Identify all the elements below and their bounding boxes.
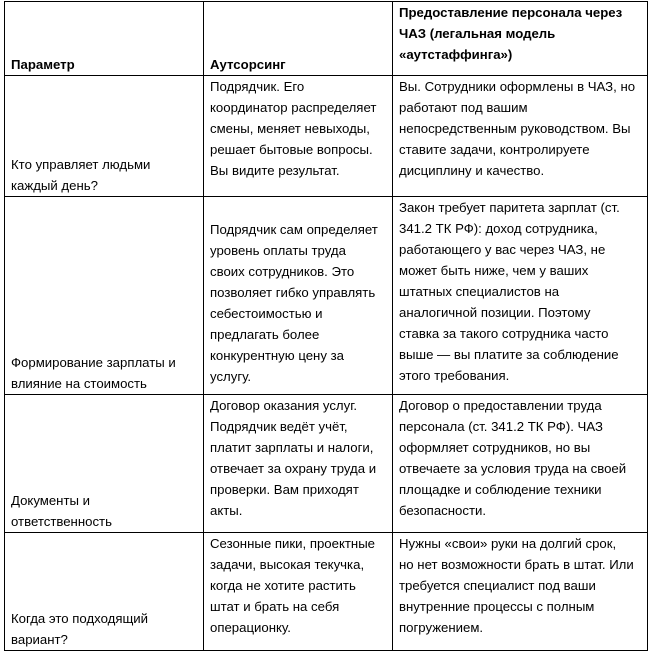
row-staffing: Закон требует паритета зарплат (ст. 341.2 ТК РФ): доход сотрудника, работающего у вас через ЧАЗ, не может быть ниже, чем у ваших штатных специалистов на аналогичной позиции. Поэтому ставка за такого сотрудника часто выше — вы платите за соблюдение этого требования.: [393, 197, 648, 395]
row-parameter: Кто управляет людьми каждый день?: [5, 76, 204, 197]
header-row: [5, 2, 648, 76]
table-row: [5, 76, 648, 197]
row-staffing: Договор о предоставлении труда персонала (ст. 341.2 ТК РФ). ЧАЗ оформляет сотрудников, но вы отвечаете за условия труда на своей площадке и соблюдение техники безопасности.: [393, 395, 648, 533]
header-parameter: Параметр: [5, 2, 204, 76]
row-outsourcing: Подрядчик сам определяет уровень оплаты труда своих сотрудников. Это позволяет гибко управлять себестоимостью и предлагать более конкурентную цену за услугу.: [204, 197, 393, 395]
row-parameter: Формирование зарплаты и влияние на стоимость: [5, 197, 204, 395]
row-outsourcing: Сезонные пики, проектные задачи, высокая текучка, когда не хотите растить штат и брать на себя операционку.: [204, 533, 393, 651]
row-staffing: Вы. Сотрудники оформлены в ЧАЗ, но работают под вашим непосредственным руководством. Вы ставите задачи, контролируете дисциплину и качество.: [393, 76, 648, 197]
row-parameter: Документы и ответственность: [5, 395, 204, 533]
table-row: [5, 197, 648, 395]
row-staffing: Нужны «свои» руки на долгий срок, но нет возможности брать в штат. Или требуется специалист под ваши внутренние процессы с полным погружением.: [393, 533, 648, 651]
row-outsourcing: Подрядчик. Его координатор распределяет смены, меняет невыходы, решает бытовые вопросы. Вы видите результат.: [204, 76, 393, 197]
table-row: [5, 533, 648, 651]
row-outsourcing: Договор оказания услуг. Подрядчик ведёт учёт, платит зарплаты и налоги, отвечает за охрану труда и проверки. Вам приходят акты.: [204, 395, 393, 533]
header-staffing: Предоставление персонала через ЧАЗ (легальная модель «аутстаффинга»): [393, 2, 648, 76]
header-outsourcing: Аутсорсинг: [204, 2, 393, 76]
row-parameter: Когда это подходящий вариант?: [5, 533, 204, 651]
table-row: [5, 395, 648, 533]
comparison-table: [4, 1, 648, 651]
